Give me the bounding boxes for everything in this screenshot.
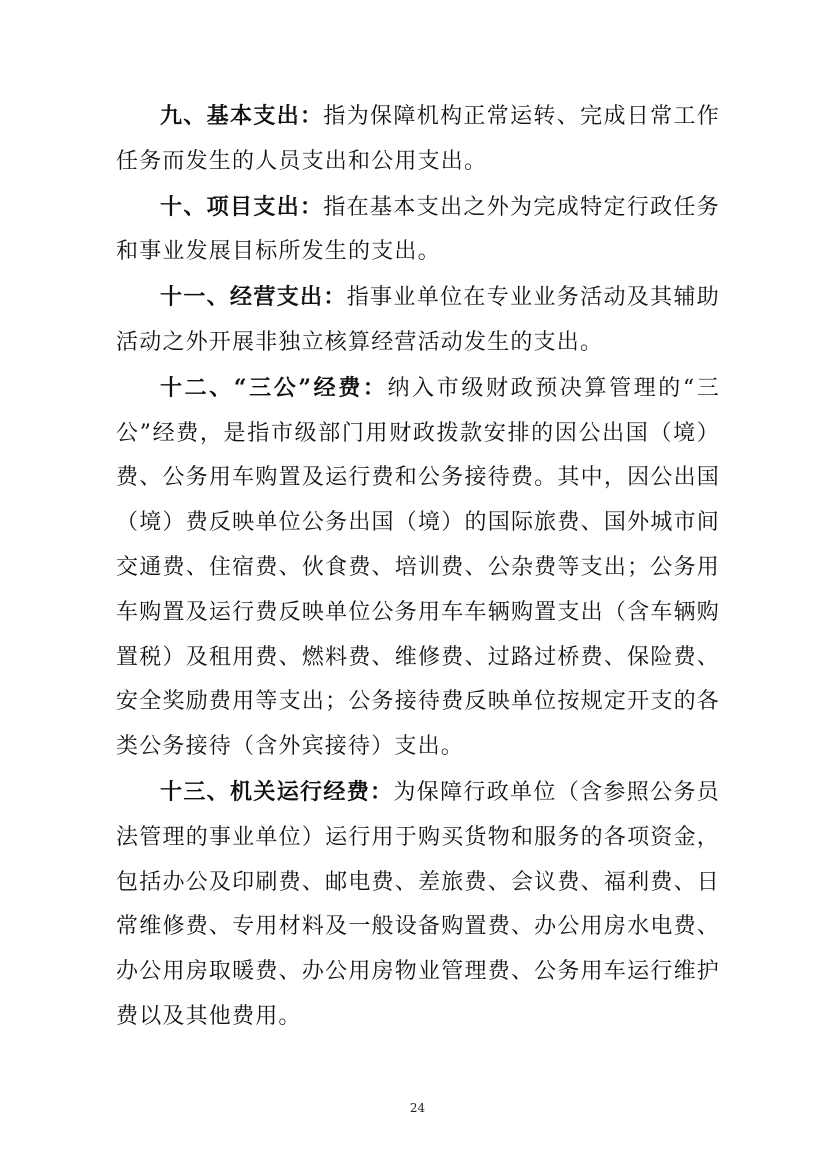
paragraph-three-public-expenses bbox=[116, 366, 720, 770]
term-definition: 指事业单位在专业业务活动及其辅助活动之外开展非独立核算经营活动发生的支出。 bbox=[116, 285, 720, 355]
paragraph-agency-operating-funds bbox=[116, 770, 720, 1040]
term-definition: 纳入市级财政预决算管理的“三公”经费，是指市级部门用财政拨款安排的因公出国（境）费、公务用车购置及运行费和公务接待费。其中，因公出国（境）费反映单位公务出国（境）的国际旅费、国外城市间交通费、住宿费、伙食费、培训费、公杂费等支出；公务用车购置及运行费反映单位公务用车车辆购置支出（含车辆购置税）及租用费、燃料费、维修费、过路过桥费、保险费、安全奖励费用等支出；公务接待费反映单位按规定开支的各类公务接待（含外宾接待）支出。 bbox=[116, 375, 720, 760]
paragraph-basic-expenditure bbox=[116, 94, 720, 185]
paragraph-project-expenditure bbox=[116, 185, 720, 276]
term-label: 十、项目支出： bbox=[160, 193, 324, 220]
document-body bbox=[116, 94, 720, 1040]
term-label: 十二、“三公”经费： bbox=[160, 374, 388, 401]
page-number: 24 bbox=[409, 1101, 426, 1115]
term-label: 九、基本支出： bbox=[160, 103, 324, 129]
term-label: 十三、机关运行经费： bbox=[160, 778, 394, 805]
term-definition: 指在基本支出之外为完成特定行政任务和事业发展目标所发生的支出。 bbox=[116, 194, 720, 265]
paragraph-operating-expenditure bbox=[116, 275, 720, 366]
term-definition: 为保障行政单位（含参照公务员法管理的事业单位）运行用于购买货物和服务的各项资金，包括办公及印刷费、邮电费、差旅费、会议费、福利费、日常维修费、专用材料及一般设备购置费、办公用房水电费、办公用房取暖费、办公用房物业管理费、公务用车运行维护费以及其他费用。 bbox=[116, 779, 720, 1029]
term-label: 十一、经营支出： bbox=[160, 284, 347, 311]
term-definition: 指为保障机构正常运转、完成日常工作任务而发生的人员支出和公用支出。 bbox=[116, 104, 720, 174]
